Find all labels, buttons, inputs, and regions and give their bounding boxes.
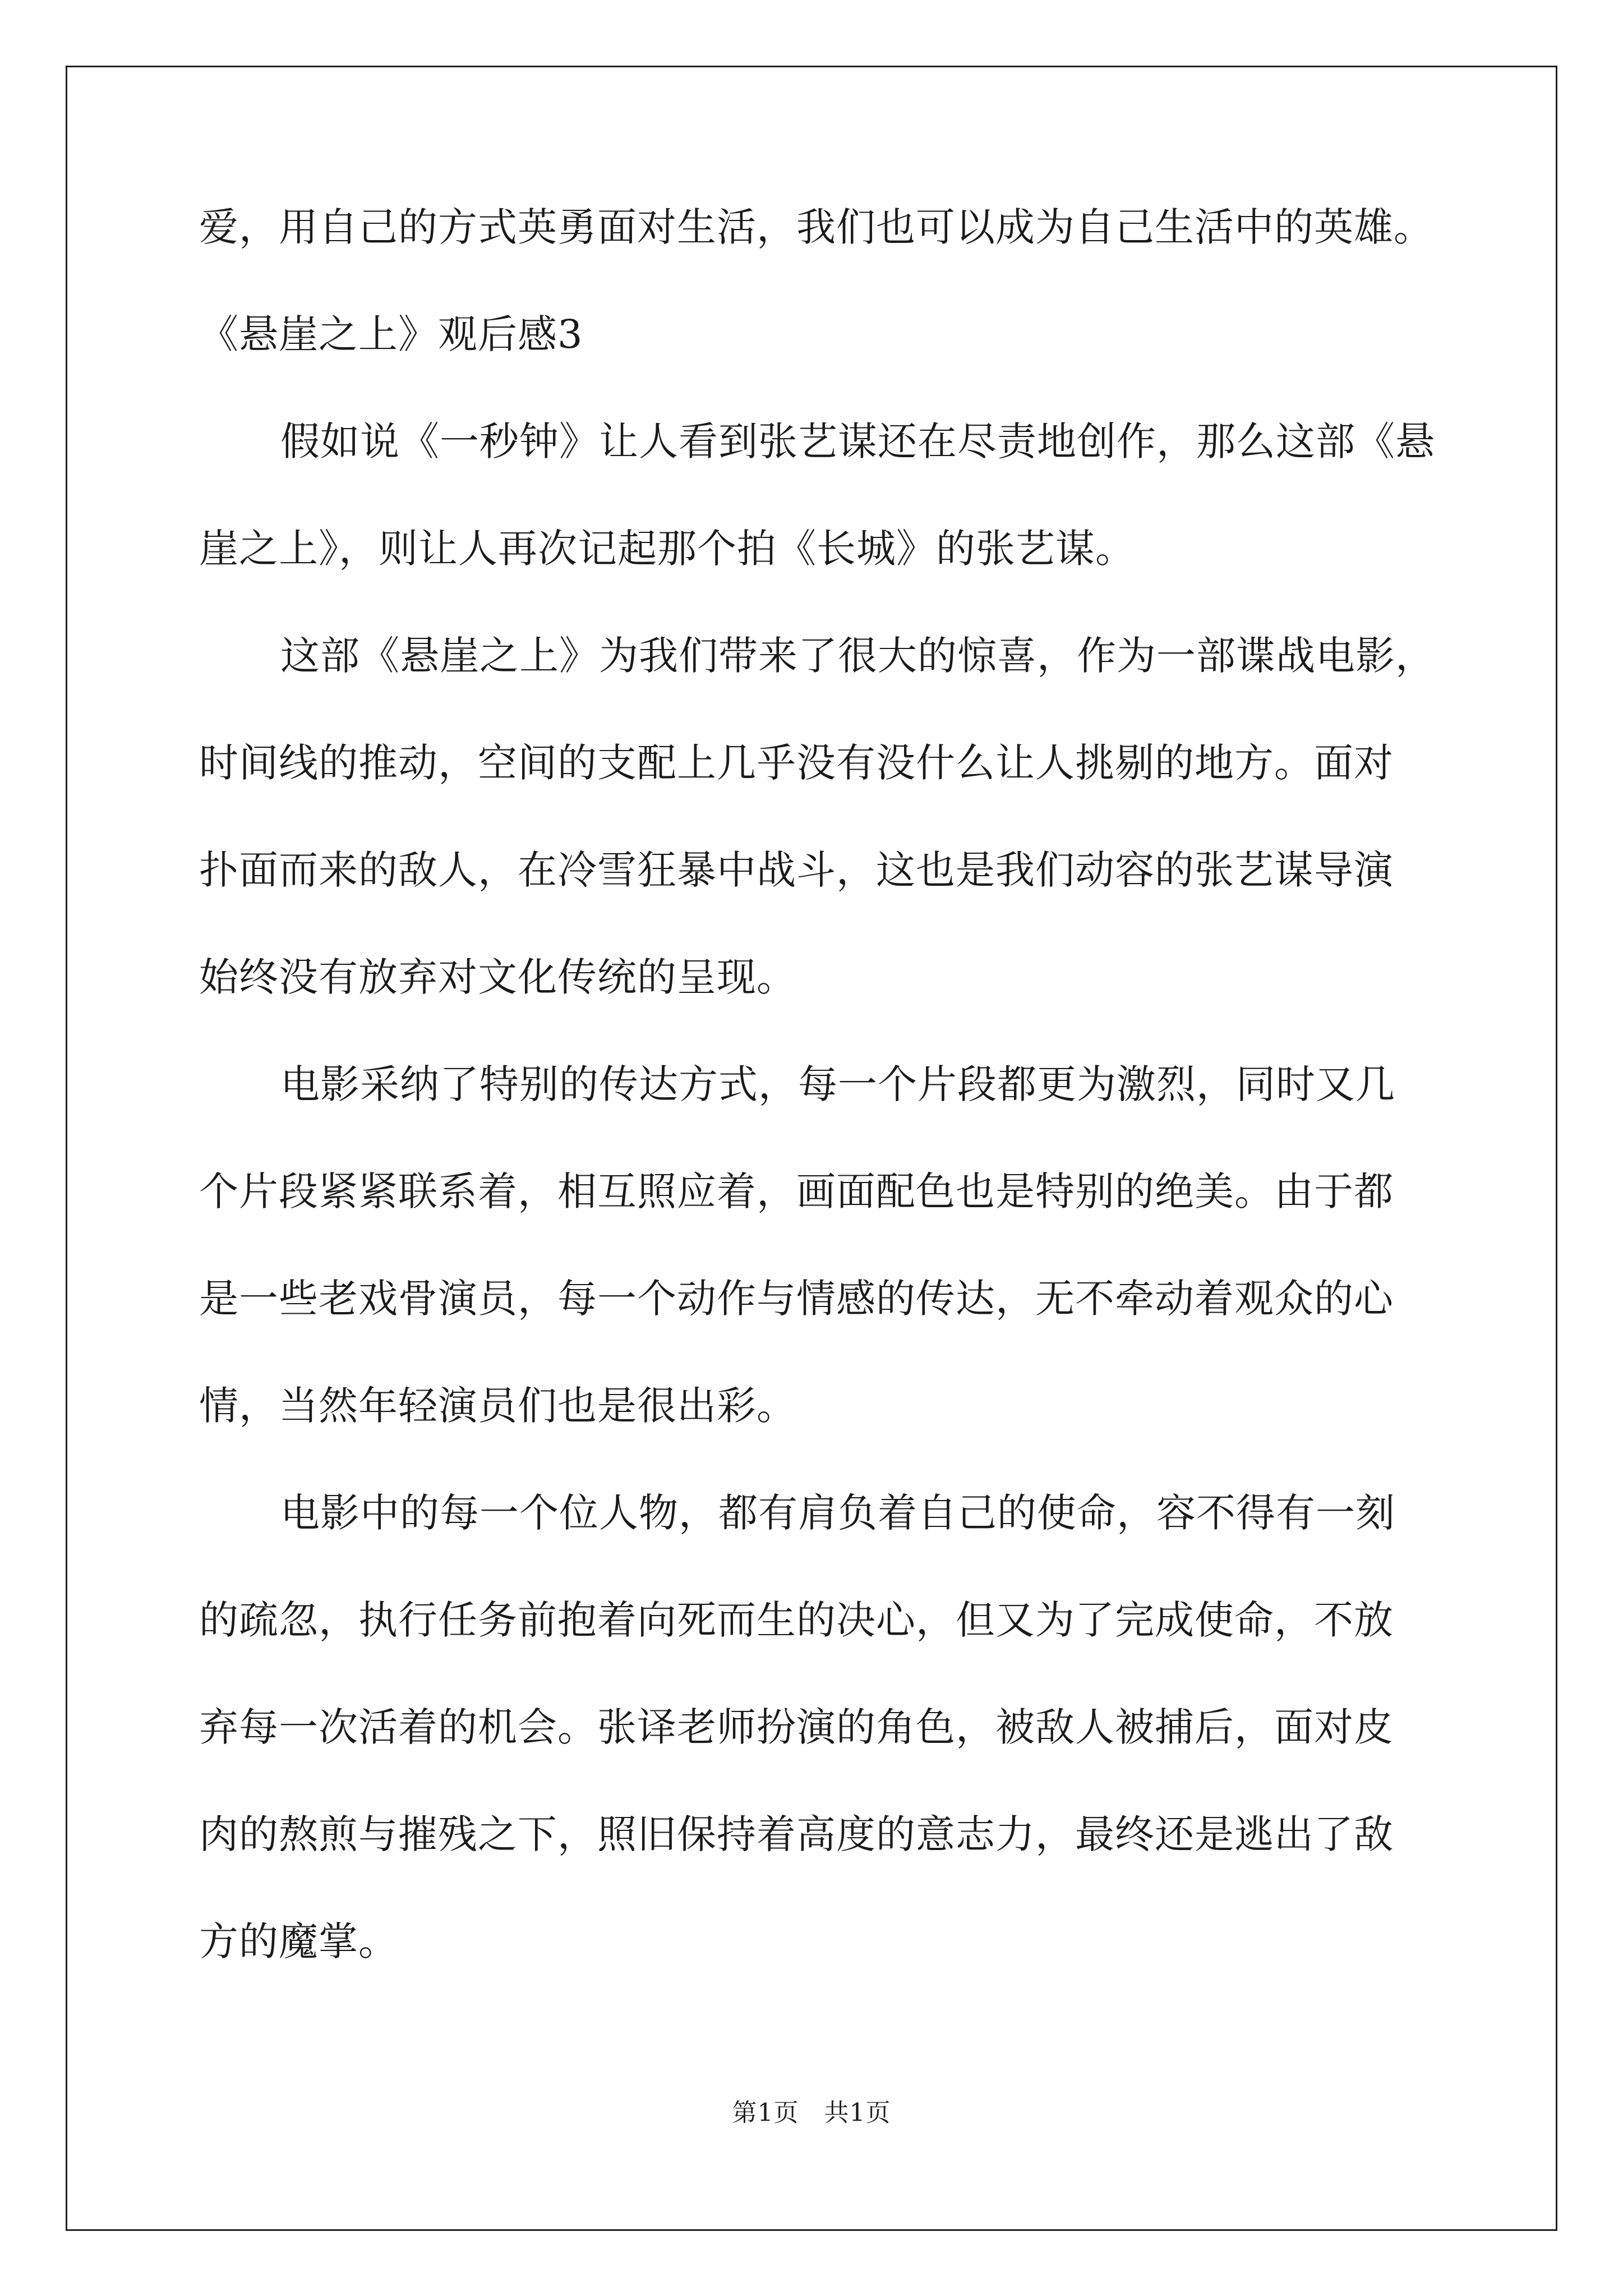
paragraph-line: 情，当然年轻演员们也是很出彩。 [199,1383,796,1429]
paragraph-line: 肉的熬煎与摧残之下，照旧保持着高度的意志力，最终还是逃出了敌 [199,1811,1394,1857]
paragraph-line: 始终没有放弃对文化传统的呈现。 [199,954,796,1000]
paragraph-line: 是一些老戏骨演员，每一个动作与情感的传达，无不牵动着观众的心 [199,1276,1394,1322]
paragraph-line: 崖之上》，则让人再次记起那个拍《长城》的张艺谋。 [199,526,1135,572]
paragraph-line: 假如说《一秒钟》让人看到张艺谋还在尽责地创作，那么这部《悬 [280,418,1435,464]
paragraph-line: 爱，用自己的方式英勇面对生活，我们也可以成为自己生活中的英雄。 [199,204,1433,250]
paragraph-line: 个片段紧紧联系着，相互照应着，画面配色也是特别的绝美。由于都 [199,1168,1394,1214]
paragraph-line: 弃每一次活着的机会。张译老师扮演的角色，被敌人被捕后，面对皮 [199,1704,1394,1750]
paragraph-line: 电影采纳了特别的传达方式，每一个片段都更为激烈，同时又几 [280,1061,1395,1107]
paragraph-line: 方的魔掌。 [199,1918,398,1964]
paragraph-line: 的疏忽，执行任务前抱着向死而生的决心，但又为了完成使命，不放 [199,1597,1394,1643]
paragraph-line: 时间线的推动，空间的支配上几乎没有没什么让人挑剔的地方。面对 [199,740,1394,786]
document-body [199,204,1435,2029]
paragraph-line: 电影中的每一个位人物，都有肩负着自己的使命，容不得有一刻 [280,1490,1395,1536]
paragraph-line: 这部《悬崖之上》为我们带来了很大的惊喜，作为一部谍战电影， [280,633,1435,679]
section-heading: 《悬崖之上》观后感3 [199,311,583,357]
paragraph-line: 扑面而来的敌人，在冷雪狂暴中战斗，这也是我们动容的张艺谋导演 [199,847,1394,893]
page-number-footer: 第1页 共1页 [732,2099,891,2127]
